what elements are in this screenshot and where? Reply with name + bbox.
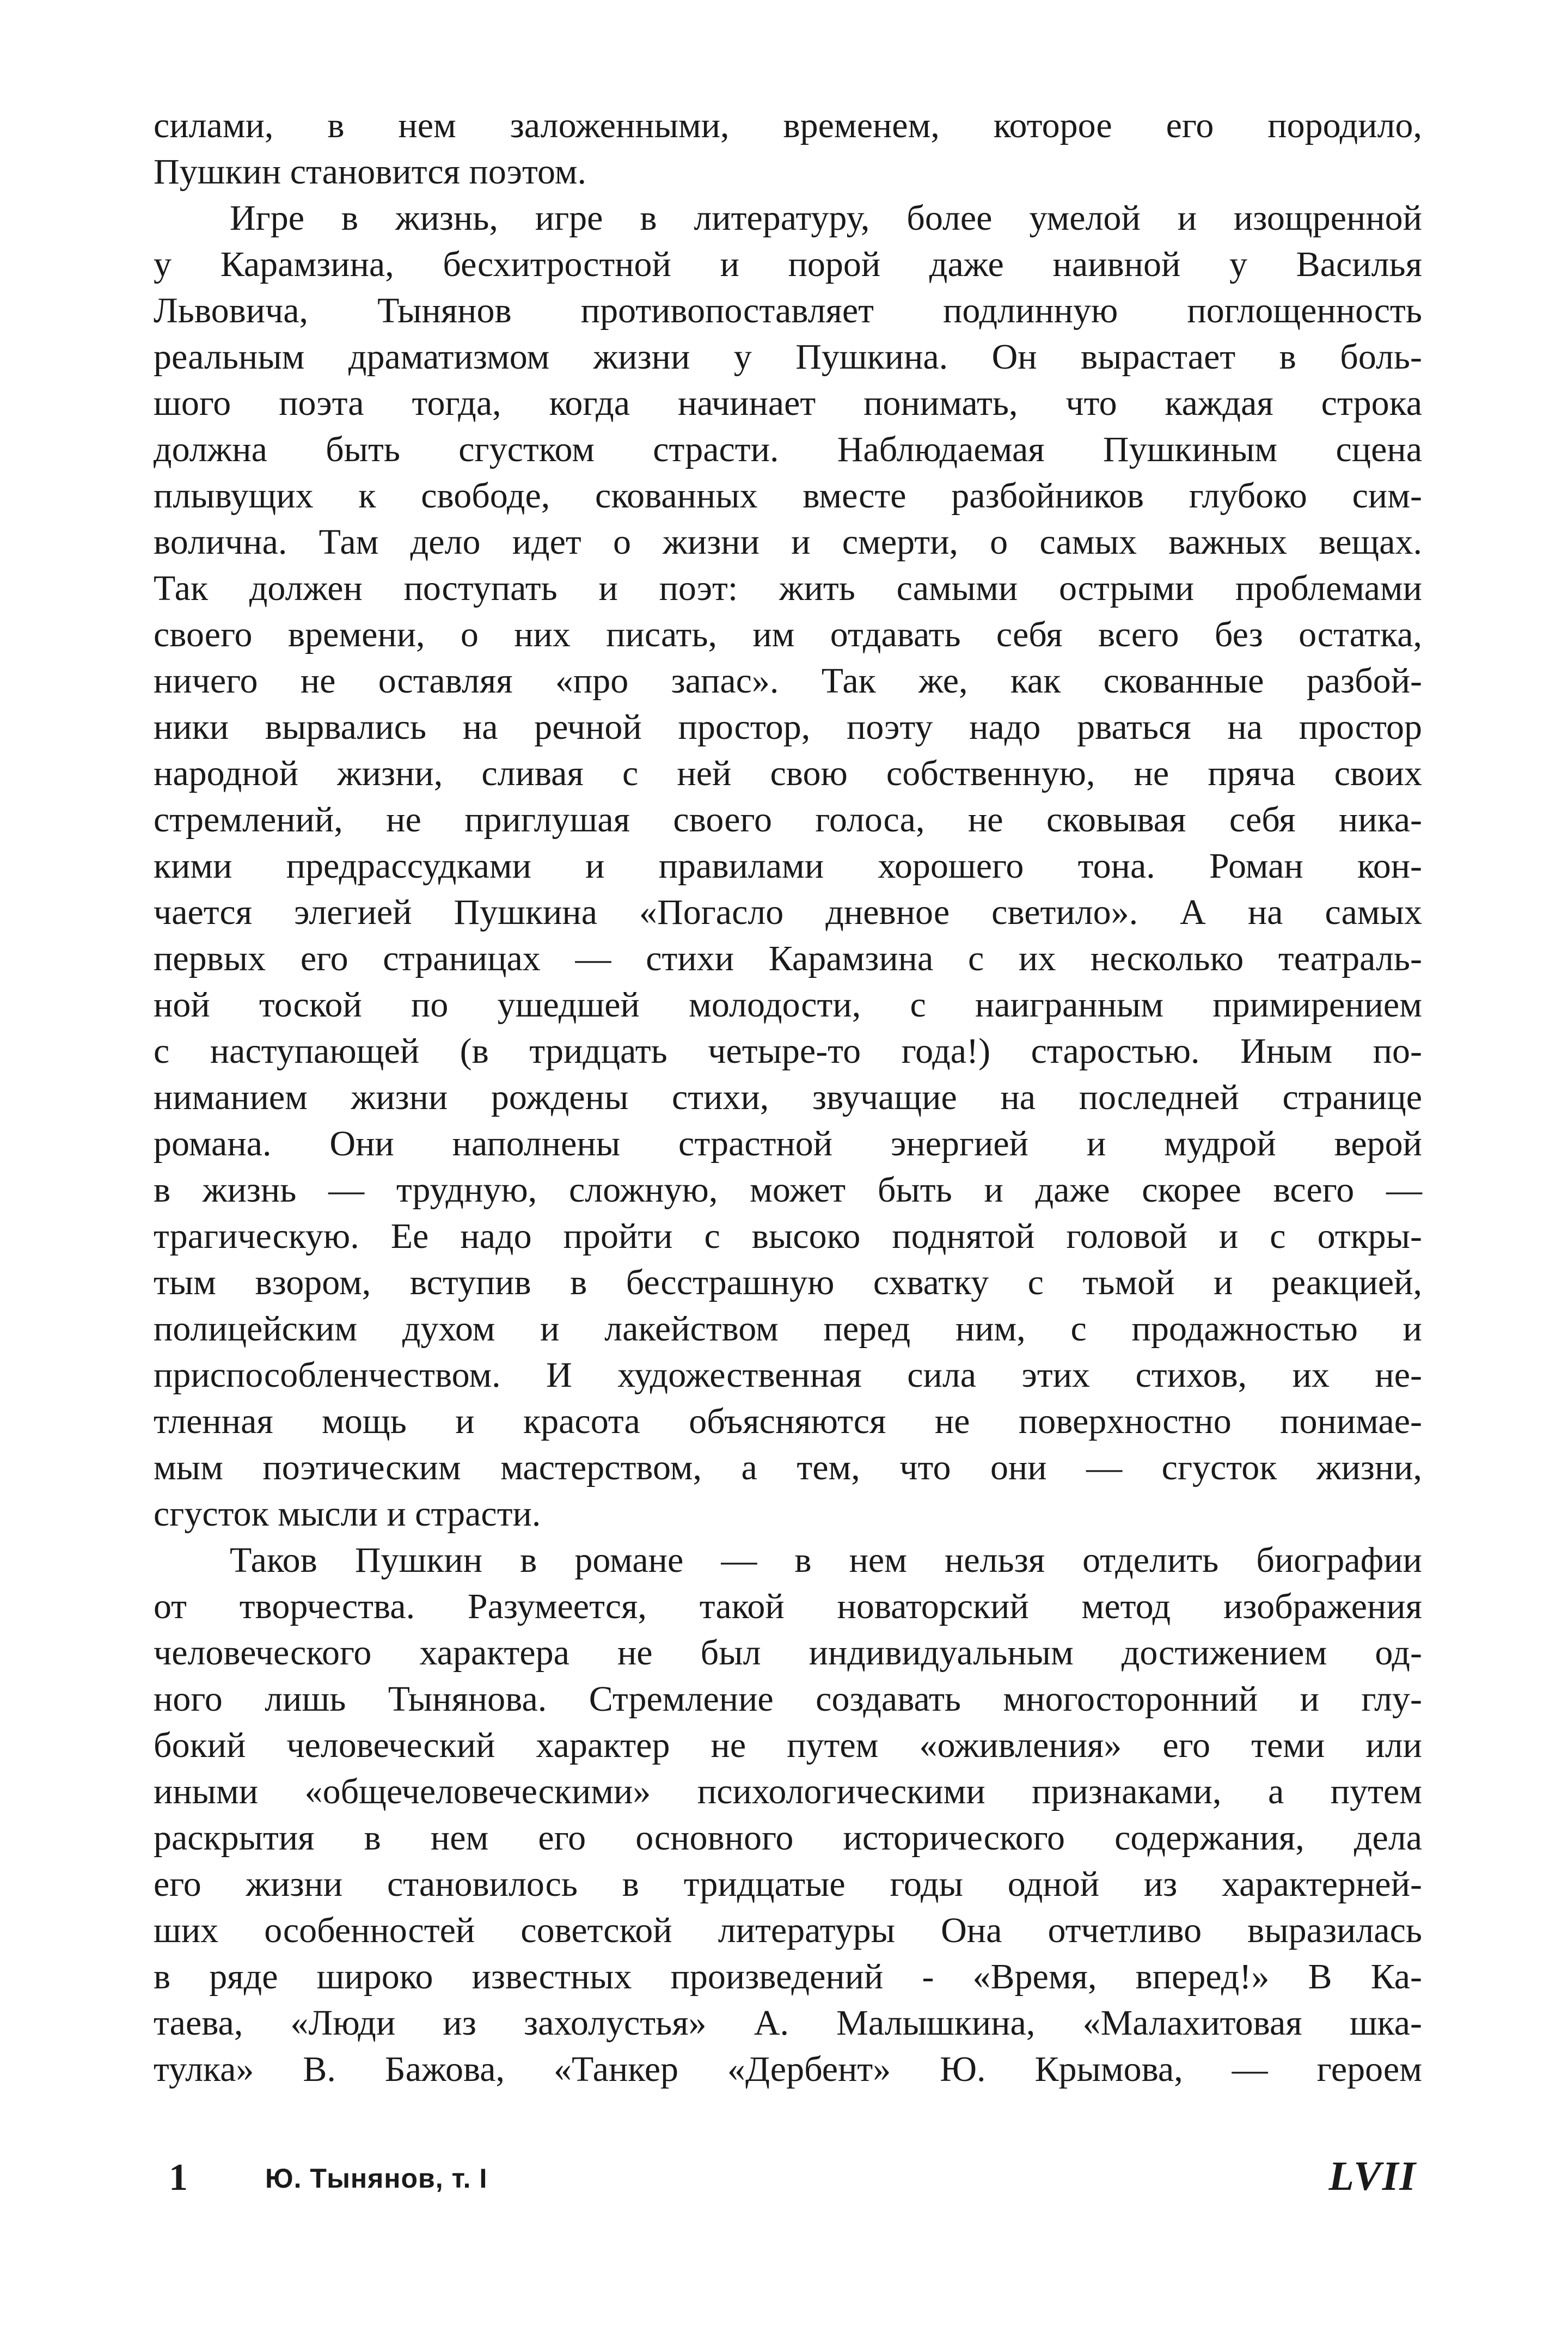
- text-line: ниманием жизни рождены стихи, звучащие на последней странице: [154, 1077, 1422, 1117]
- text-line: стремлений, не приглушая своего голоса, не сковывая себя ника-: [154, 800, 1422, 840]
- text-line: таева, «Люди из захолустья» А. Малышкина, «Малахитовая шка-: [154, 2003, 1422, 2043]
- text-line: ники вырвались на речной простор, поэту надо рваться на простор: [154, 707, 1422, 747]
- text-line: в ряде широко известных произведений - «Время, вперед!» В Ка-: [154, 1957, 1422, 1997]
- text-line: плывущих к свободе, скованных вместе разбойников глубоко сим-: [154, 476, 1422, 516]
- text-line: у Карамзина, бесхитростной и порой даже наивной у Василья: [154, 244, 1422, 284]
- text-line: бокий человеческий характер не путем «оживления» его теми или: [154, 1725, 1422, 1765]
- text-line: приспособленчеством. И художественная сила этих стихов, их не-: [154, 1355, 1422, 1395]
- text-line: полицейским духом и лакейством перед ним, с продажностью и: [154, 1309, 1422, 1349]
- text-line: волична. Там дело идет о жизни и смерти, о самых важных вещах.: [154, 522, 1422, 562]
- text-line: шого поэта тогда, когда начинает понимать, что каждая строка: [154, 383, 1422, 423]
- text-line: должна быть сгустком страсти. Наблюдаемая Пушкиным сцена: [154, 430, 1422, 469]
- text-line: ного лишь Тынянова. Стремление создавать многосторонний и глу-: [154, 1679, 1422, 1719]
- text-line: романа. Они наполнены страстной энергией и мудрой верой: [154, 1124, 1422, 1164]
- text-line: силами, в нем заложенными, временем, которое его породило,: [154, 106, 1422, 145]
- text-line: первых его страницах — стихи Карамзина с их несколько театраль-: [154, 939, 1422, 978]
- text-line: раскрытия в нем его основного исторического содержания, дела: [154, 1818, 1422, 1858]
- text-line: ничего не оставляя «про запас». Так же, как скованные разбой-: [154, 661, 1422, 701]
- text-line: тленная мощь и красота объясняются не поверхностно понимае-: [154, 1401, 1422, 1441]
- text-line: реальным драматизмом жизни у Пушкина. Он вырастает в боль-: [154, 337, 1422, 377]
- text-line: трагическую. Ее надо пройти с высоко поднятой головой и с откры-: [154, 1216, 1422, 1256]
- text-line: с наступающей (в тридцать четыре-то года!) старостью. Иным по-: [154, 1031, 1422, 1071]
- text-line: мым поэтическим мастерством, а тем, что они — сгусток жизни,: [154, 1448, 1422, 1487]
- text-line: Пушкин становится поэтом.: [154, 152, 586, 192]
- page-number: LVII: [1328, 2153, 1417, 2199]
- text-line: тым взором, вступив в бесстрашную схватку с тьмой и реакцией,: [154, 1263, 1422, 1302]
- text-line: от творчества. Разумеется, такой новаторский метод изображения: [154, 1587, 1422, 1626]
- text-line: чается элегией Пушкина «Погасло дневное светило». А на самых: [154, 892, 1422, 932]
- text-line: кими предрассудками и правилами хорошего тона. Роман кон-: [154, 846, 1422, 886]
- text-line: Львовича, Тынянов противопоставляет подлинную поглощенность: [154, 291, 1422, 330]
- text-line: Так должен поступать и поэт: жить самыми острыми проблемами: [154, 568, 1422, 608]
- text-line: своего времени, о них писать, им отдавать себя всего без остатка,: [154, 615, 1422, 654]
- text-line: народной жизни, сливая с ней свою собственную, не пряча своих: [154, 754, 1422, 793]
- text-line: тулка» В. Бажова, «Танкер «Дербент» Ю. Крымова, — героем: [154, 2049, 1422, 2089]
- text-line: Таков Пушкин в романе — в нем нельзя отделить биографии: [230, 1540, 1422, 1580]
- body-text: [154, 102, 1422, 2092]
- text-line: в жизнь — трудную, сложную, может быть и даже скорее всего —: [154, 1170, 1422, 1210]
- text-line: иными «общечеловеческими» психологическими признаками, а путем: [154, 1772, 1422, 1811]
- text-line: ной тоской по ушедшей молодости, с наигранным примирением: [154, 985, 1422, 1025]
- text-line: ших особенностей советской литературы Она отчетливо выразилась: [154, 1911, 1422, 1950]
- text-line: сгусток мысли и страсти.: [154, 1494, 541, 1534]
- signature-mark: 1: [169, 2157, 188, 2199]
- text-line: его жизни становилось в тридцатые годы одной из характерней-: [154, 1864, 1422, 1904]
- text-line: человеческого характера не был индивидуальным достижением од-: [154, 1633, 1422, 1673]
- text-line: Игре в жизнь, игре в литературу, более умелой и изощренной: [230, 198, 1422, 238]
- page-footer: [154, 2151, 1422, 2205]
- signature-text: Ю. Тынянов, т. I: [265, 2163, 488, 2194]
